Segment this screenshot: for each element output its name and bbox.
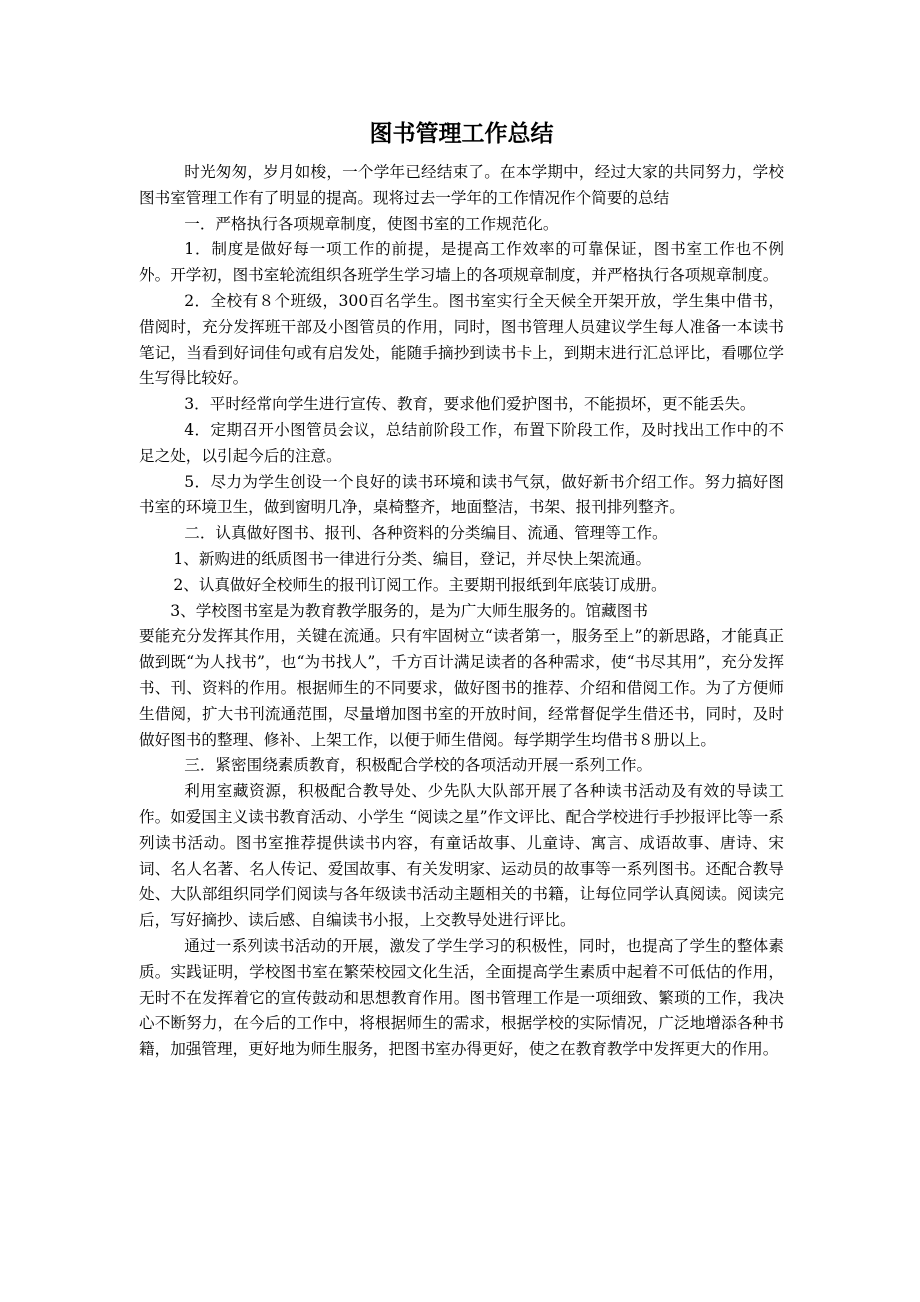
section-heading-2: 二．认真做好图书、报刊、各种资料的分类编目、流通、管理等工作。 [184,524,668,543]
intro-paragraph: 时光匆匆，岁月如梭，一个学年已经结束了。在本学期中，经过大家的共同努力，学校图书室管理工作有了明显的提高。现将过去一学年的工作情况作个简要的总结 [139,163,784,207]
document-page [139,112,784,1063]
section-heading-1: 一．严格执行各项规章制度，使图书室的工作规范化。 [184,214,559,233]
paragraph: 3．平时经常向学生进行宣传、教育，要求他们爱护图书，不能损坏，更不能丢失。 [184,395,756,414]
paragraph: 2．全校有８个班级，300百名学生。图书室实行全天候全开架开放，学生集中借书，借阅时，充分发挥班干部及小图管员的作用，同时，图书管理人员建议学生每人准备一本读书笔记，当看到好词佳句或有启发处，能随手摘抄到读书卡上，到期末进行汇总评比，看哪位学生写得比较好。 [139,291,784,388]
paragraph: 1．制度是做好每一项工作的前提，是提高工作效率的可靠保证，图书室工作也不例外。开学初，图书室轮流组织各班学生学习墙上的各项规章制度，并严格执行各项规章制度。 [139,240,784,285]
paragraph: 要能充分发挥其作用，关键在流通。只有牢固树立“读者第一，服务至上”的新思路，才能真正做到既“为人找书”，也“为书找人”，千方百计满足读者的各种需求，使“书尽其用”，充分发挥书、刊、资料的作用。根据师生的不同要求，做好图书的推荐、介绍和借阅工作。为了方便师生借阅，扩大书刊流通范围，尽量增加图书室的开放时间，经常督促学生借还书，同时，及时做好图书的整理、修补、上架工作，以便于师生借阅。每学期学生均借书８册以上。 [139,627,784,749]
section-heading-3: 三．紧密围绕素质教育，积极配合学校的各项活动开展一系列工作。 [184,756,653,775]
paragraph: 4．定期召开小图管员会议，总结前阶段工作，布置下阶段工作，及时找出工作中的不足之处，以引起今后的注意。 [139,420,784,465]
document-title: 图书管理工作总结 [369,121,554,147]
paragraph: 2、认真做好全校师生的报刊订阅工作。主要期刊报纸到年底装订成册。 [173,575,667,594]
paragraph: 5．尽力为学生创设一个良好的读书环境和读书气氛，做好新书介绍工作。努力搞好图书室的环境卫生，做到窗明几净，桌椅整齐，地面整洁，书架、报刊排列整齐。 [139,472,784,517]
closing-paragraph: 通过一系列读书活动的开展，激发了学生学习的积极性，同时，也提高了学生的整体素质。实践证明，学校图书室在繁荣校园文化生活，全面提高学生素质中起着不可低估的作用，无时不在发挥着它的宣传鼓动和思想教育作用。图书管理工作是一项细致、繁琐的工作，我决心不断努力，在今后的工作中，将根据师生的需求，根据学校的实际情况，广泛地增添各种书籍，加强管理，更好地为师生服务，把图书室办得更好，使之在教育教学中发挥更大的作用。 [139,936,784,1059]
paragraph: 3、学校图书室是为教育教学服务的，是为广大师生服务的。馆藏图书 [170,601,648,620]
paragraph: 1、新购进的纸质图书一律进行分类、编目，登记，并尽快上架流通。 [173,549,652,568]
paragraph: 利用室藏资源，积极配合教导处、少先队大队部开展了各种读书活动及有效的导读工作。如爱国主义读书教育活动、小学生 “阅读之星”作文评比、配合学校进行手抄报评比等一系列读书活动。图书室推荐提供读书内容，有童话故事、儿童诗、寓言、成语故事、唐诗、宋词、名人名著、名人传记、爱国故事、有关发明家、运动员的故事等一系列图书。还配合教导处、大队部组织同学们阅读与各年级读书活动主题相关的书籍，让每位同学认真阅读。阅读完后，写好摘抄、读后感、自编读书小报，上交教导处进行评比。 [139,782,784,930]
